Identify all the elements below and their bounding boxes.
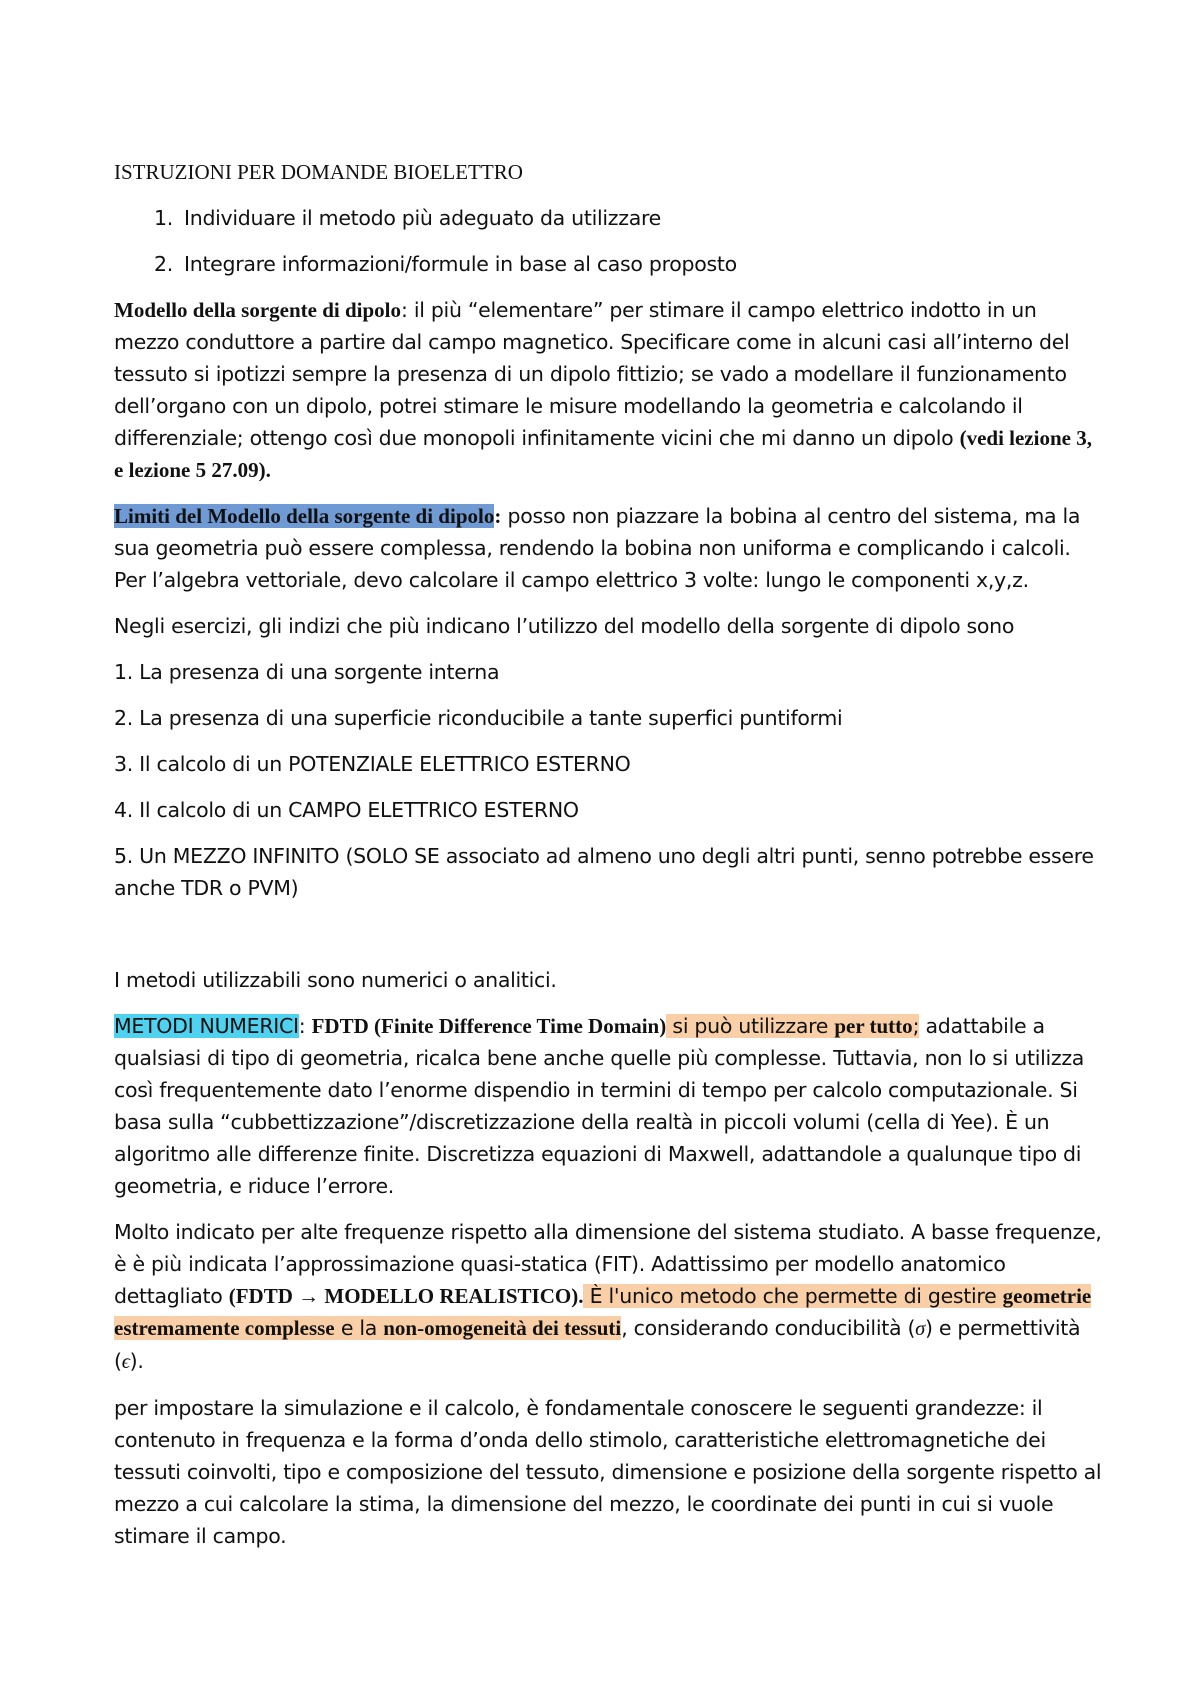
numerici-highlight-b: per tutto: [834, 1014, 913, 1038]
step-text: Individuare il metodo più adeguato da utilizzare: [184, 206, 661, 230]
indizio-item: 1. La presenza di una sorgente interna: [114, 660, 500, 684]
indizio-item: 2. La presenza di una superficie riconducibile a tante superfici puntiformi: [114, 706, 843, 730]
numerici-highlight: [666, 1014, 919, 1038]
spacer: [114, 918, 1104, 964]
frequenze-bold: (FDTD → MODELLO REALISTICO).: [228, 1284, 584, 1308]
simulazione-paragraph: per impostare la simulazione e il calcolo, è fondamentale conoscere le seguenti grandezze: il contenuto in frequenza e la forma d’onda dello stimolo, caratteristiche elettromagnetiche dei tessuti coinvolti, tipo e composizione del tessuto, dimensione e posizione della sorgente rispetto al mezzo a cui calcolare la stima, la dimensione del mezzo, le coordinate dei punti in cui si vuole stimare il campo.: [114, 1396, 1102, 1548]
dipolo-paragraph: [114, 294, 1104, 486]
document-body: [114, 156, 1104, 1566]
numerici-heading: METODI NUMERICI: [114, 1014, 299, 1038]
limiti-paragraph: [114, 500, 1104, 596]
frequenze-text: Molto indicato per alte frequenze rispetto alla dimensione del sistema studiato. A basse frequenze, è è più indicata l’approssimazione quasi-statica (FIT). Adattissimo per modello anatomico dettagliato: [114, 1220, 1102, 1308]
frequenze-highlight-c: e la: [334, 1316, 384, 1340]
frequenze-highlight-a: È l'unico metodo che permette di gestire: [583, 1284, 1003, 1308]
numerici-paragraph: [114, 1010, 1104, 1202]
frequenze-highlight-b: geometrie estremamente complesse: [114, 1284, 1092, 1340]
frequenze-highlight-d: non-omogeneità dei tessuti: [383, 1316, 622, 1340]
fdtd-heading: FDTD (Finite Difference Time Domain): [311, 1014, 667, 1038]
step-number: 2.: [154, 252, 173, 276]
metodi-intro: I metodi utilizzabili sono numerici o analitici.: [114, 968, 557, 992]
numerici-highlight-c: ;: [912, 1014, 920, 1038]
limiti-colon: :: [494, 504, 502, 528]
step-text: Integrare informazioni/formule in base al caso proposto: [184, 252, 737, 276]
step-item: [114, 248, 1104, 280]
frequenze-tail-c: ).: [129, 1349, 144, 1373]
step-number: 1.: [154, 206, 173, 230]
indizio-item: 4. Il calcolo di un CAMPO ELETTRICO ESTERNO: [114, 798, 579, 822]
indizio-item: 5. Un MEZZO INFINITO (SOLO SE associato ad almeno uno degli altri punti, senno potrebbe essere anche TDR o PVM): [114, 844, 1094, 900]
dipolo-reference: (vedi lezione 3, e lezione 5 27.09).: [114, 426, 1092, 482]
numerici-colon: :: [298, 1014, 312, 1038]
document-title: ISTRUZIONI PER DOMANDE BIOELETTRO: [114, 160, 523, 184]
limiti-heading: Limiti del Modello della sorgente di dipolo: [114, 504, 495, 528]
sigma-symbol: σ: [915, 1318, 925, 1340]
indizio-item: 3. Il calcolo di un POTENZIALE ELETTRICO ESTERNO: [114, 752, 631, 776]
limiti-text: posso non piazzare la bobina al centro del sistema, ma la sua geometria può essere complessa, rendendo la bobina non uniforma e complicando i calcoli. Per l’algebra vettoriale, devo calcolare il campo elettrico 3 volte: lungo le componenti x,y,z.: [114, 504, 1081, 592]
frequenze-tail-b: ) e permettività (: [114, 1316, 1081, 1373]
indizi-intro: Negli esercizi, gli indizi che più indicano l’utilizzo del modello della sorgente di dipolo sono: [114, 614, 1015, 638]
numerici-highlight-a: si può utilizzare: [666, 1014, 835, 1038]
frequenze-tail-a: , considerando conducibilità (: [621, 1316, 916, 1340]
epsilon-symbol: ϵ: [121, 1351, 130, 1373]
frequenze-paragraph: [114, 1216, 1104, 1378]
dipolo-text: : il più “elementare” per stimare il campo elettrico indotto in un mezzo conduttore a partire dal campo magnetico. Specificare come in alcuni casi all’interno del tessuto si ipotizzi sempre la presenza di un dipolo fittizio; se vado a modellare il funzionamento dell’organo con un dipolo, potrei stimare le misure modellando la geometria e calcolando il differenziale; ottengo così due monopoli infinitamente vicini che mi danno un dipolo: [114, 298, 1070, 450]
step-item: [114, 202, 1104, 234]
numerici-text: adattabile a qualsiasi di tipo di geometria, ricalca bene anche quelle più complesse. Tuttavia, non lo si utilizza così frequentemente dato l’enorme dispendio in termini di tempo per calcolo computazionale. Si basa sulla “cubbettizzazione”/discretizzazione della realtà in piccoli volumi (cella di Yee). È un algoritmo alle differenze finite. Discretizza equazioni di Maxwell, adattandole a qualunque tipo di geometria, e riduce l’errore.: [114, 1014, 1085, 1198]
steps-list: [114, 202, 1104, 280]
dipolo-heading: Modello della sorgente di dipolo: [114, 298, 402, 322]
